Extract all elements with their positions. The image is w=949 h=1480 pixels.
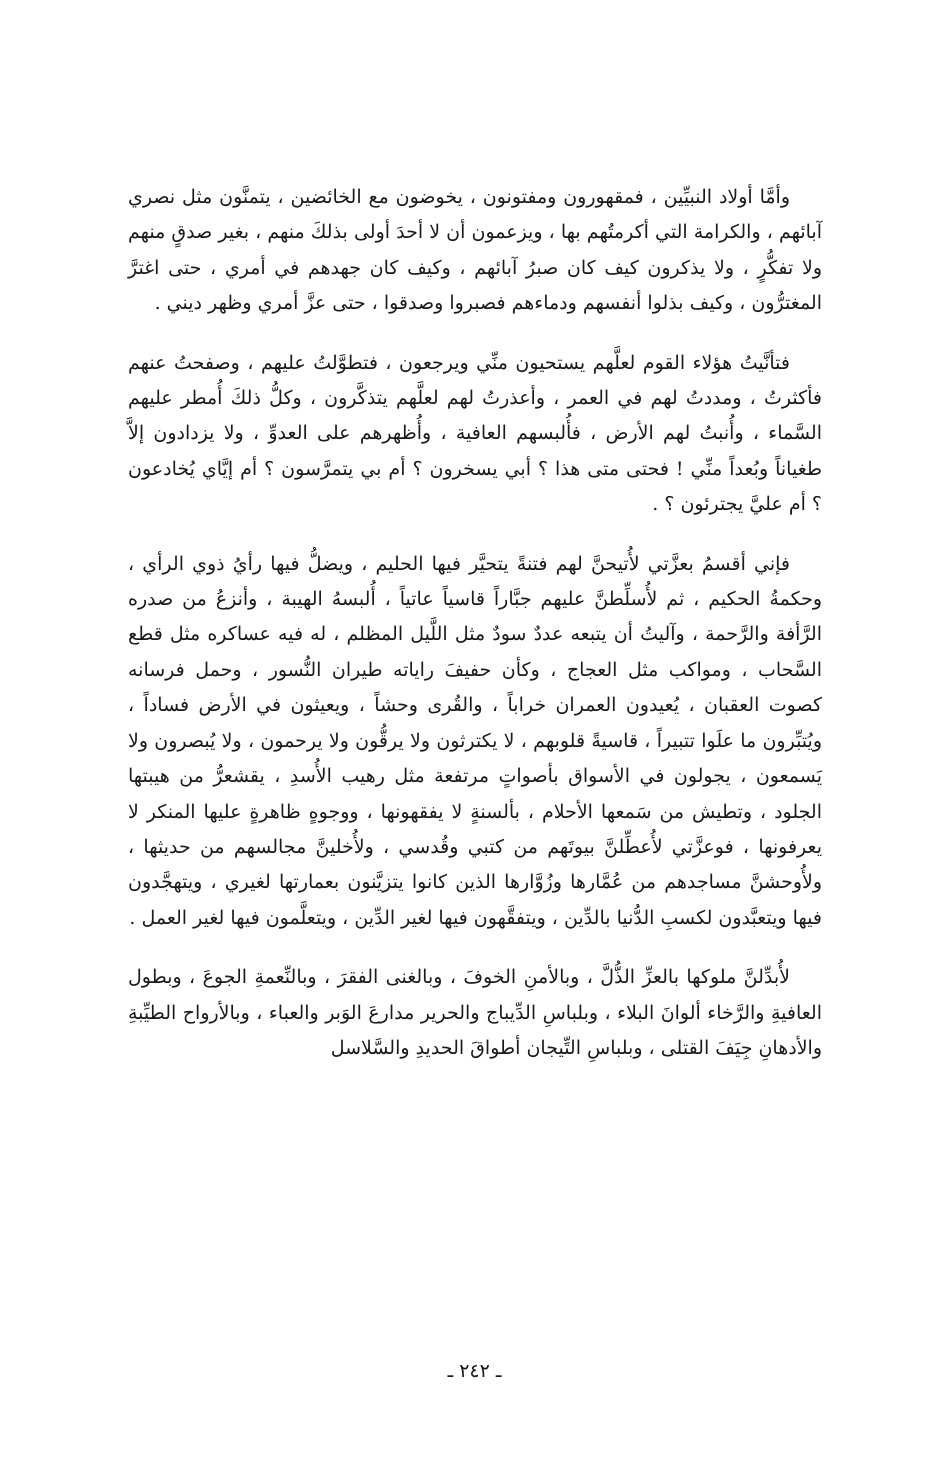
paragraph-1: وأمَّا أولاد النبيِّين ، فمقهورون ومفتونون ، يخوضون مع الخائضين ، يتمنَّون مثل نصري آبائهم ، والكرامة التي أكرمتُهم بها ، ويزعمون أن لا أحدَ أولى بذلكَ منهم ، بغير صدقٍ منهم ولا تفكُّرٍ ، ولا يذكرون كيف كان صبرُ آبائهم ، وكيف كان جهدهم في أمري ، حتى اغترَّ المغترُّون ، وكيف بذلوا أنفسهم ودماءهم فصبروا وصدقوا ، حتى عزَّ أمري وظهر ديني . <box>128 186 822 315</box>
page-number: ـ ٢٤٢ ـ <box>447 1360 502 1382</box>
paragraph-2: فتأنَّيتُ هؤلاء القوم لعلَّهم يستحيون منِّي ويرجعون ، فتطوَّلتُ عليهم ، وصفحتُ عنهم فأكثرتُ ، ومددتُ لهم في العمر ، وأعذرتُ لهم لعلَّهم يتذكَّرون ، وكلُّ ذلكَ أُمطر عليهم السَّماء ، وأُنبتُ لهم الأرض ، فأُلبسهم العافية ، وأُظهرهم على العدوِّ ، ولا يزدادون إلاَّ طغياناً وبُعداً منِّي ! فحتى متى هذا ؟ أبي يسخرون ؟ أم بي يتمرَّسون ؟ أم إيَّاي يُخادعون ؟ أم عليَّ يجترئون ؟ . <box>128 351 822 516</box>
paragraph-3: فإني أقسمُ بعزَّتي لأُتيحنَّ لهم فتنةً يتحيَّر فيها الحليم ، ويضلُّ فيها رأيُ ذوي الرأي ، وحكمةُ الحكيم ، ثم لأُسلِّطنَّ عليهم جبَّاراً قاسياً عاتياً ، أُلبسهُ الهيبة ، وأنزعُ من صدره الرَّأفة والرَّحمة ، وآليتُ أن يتبعه عددٌ سودٌ مثل اللَّيل المظلم ، له فيه عساكره مثل قطع السَّحاب ، ومواكب مثل العجاج ، وكأن حفيفَ راياته طيران النُّسور ، وحمل فرسانه كصوت العقبان ، يُعيدون العمران خراباً ، والقُرى وحشاً ، ويعيثون في الأرض فساداً ، ويُتبِّرون ما علَوا تتبيراً ، قاسيةً قلوبهم ، لا يكترثون ولا يرقُّون ولا يرحمون ، ولا يُبصرون ولا يَسمعون ، يجولون في الأسواق بأصواتٍ مرتفعة مثل رهيب الأُسدِ ، يقشعرُّ من هيبتها الجلود ، وتطيش من سَمعها الأحلام ، بألسنةٍ لا يفقهونها ، ووجوهٍ ظاهرةٍ عليها المنكر لا يعرفونها ، فوعزَّتي لأُعطِّلنَّ بيوتَهم من كتبي وقُدسي ، ولأُخلينَّ مجالسهم من حديثها ، ولأُوحشنَّ مساجدهم من عُمَّارها وزُوَّارها الذين كانوا يتزيَّنون بعمارتها لغيري ، ويتهجَّدون فيها ويتعبَّدون لكسبِ الدُّنيا بالدِّين ، ويتفقَّهون فيها لغير الدِّين ، ويتعلَّمون فيها لغير العمل . <box>128 552 822 929</box>
body-text <box>128 180 822 1090</box>
paragraph-4: لأُبدِّلنَّ ملوكها بالعزِّ الذُّلَّ ، وبالأمنِ الخوفَ ، وبالغنى الفقرَ ، وبالنِّعمةِ الجوعَ ، وبطول العافيةِ والرَّخاء ألوانَ البلاء ، وبلباسِ الدِّيباج والحرير مدارعَ الوَبر والعباء ، وبالأرواح الطيِّبةِ والأدهانِ جِيَفَ القتلى ، وبلباسِ التِّيجان أطواقَ الحديدِ والسَّلاسل <box>128 966 822 1059</box>
